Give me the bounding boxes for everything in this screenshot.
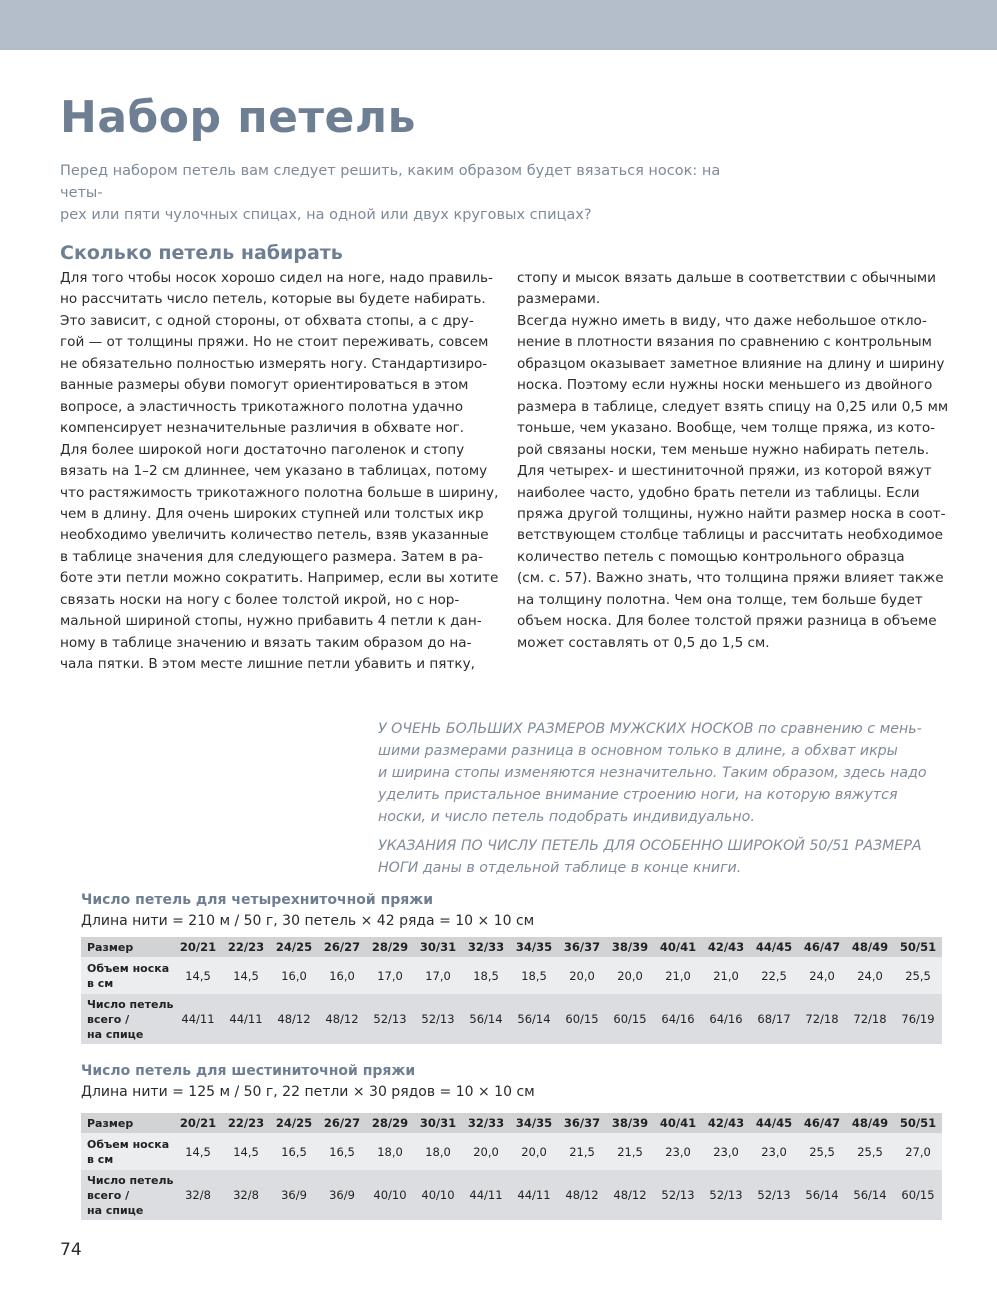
table-cell: 60/15 bbox=[565, 1012, 599, 1026]
table-cell: 48/12 bbox=[277, 1012, 311, 1026]
table-cell: 21,0 bbox=[713, 968, 739, 983]
table-cell: 16,0 bbox=[329, 968, 355, 983]
table-cell: 20,0 bbox=[569, 968, 595, 983]
body-text-line: вязать на 1–2 см длиннее, чем указано в таблицах, потому bbox=[60, 463, 488, 480]
row-label-line: Число петель bbox=[87, 997, 174, 1011]
table-cell: 27,0 bbox=[905, 1144, 931, 1159]
table-cell: 25,5 bbox=[905, 968, 931, 983]
table-cell: 18,0 bbox=[425, 1144, 451, 1159]
size-header-cell: 40/41 bbox=[659, 1116, 697, 1130]
table-cell: 52/13 bbox=[757, 1188, 791, 1202]
row-label bbox=[81, 1170, 174, 1220]
row-label-line: Объем носка bbox=[87, 1137, 170, 1151]
table-cell: 21,5 bbox=[569, 1144, 595, 1159]
note-wide-size bbox=[378, 835, 938, 879]
row-label-line: всего / bbox=[87, 1188, 130, 1202]
body-text-line: размерами. bbox=[517, 291, 601, 308]
table-cell: 48/12 bbox=[613, 1188, 647, 1202]
row-label-line: всего / bbox=[87, 1012, 130, 1026]
size-header-cell: 46/47 bbox=[803, 1116, 841, 1130]
size-header-cell: 42/43 bbox=[707, 940, 745, 954]
table-cell: 17,0 bbox=[377, 968, 403, 983]
size-header-cell: 38/39 bbox=[611, 940, 649, 954]
page-title: Набор петель bbox=[60, 92, 416, 143]
body-text-line: (см. с. 57). Важно знать, что толщина пряжи влияет также bbox=[517, 570, 944, 587]
table-cell: 44/11 bbox=[181, 1012, 215, 1026]
table-cell: 25,5 bbox=[857, 1144, 883, 1159]
size-header-cell: 48/49 bbox=[851, 940, 889, 954]
row-label-line: в см bbox=[87, 1152, 114, 1166]
row-label-line: на спице bbox=[87, 1203, 144, 1217]
size-header-cell: 36/37 bbox=[563, 940, 601, 954]
table-cell: 18,5 bbox=[473, 968, 499, 983]
size-header-cell: 44/45 bbox=[755, 940, 793, 954]
table-cell: 24,0 bbox=[857, 968, 883, 983]
body-text-line: Всегда нужно иметь в виду, что даже небольшое откло- bbox=[517, 312, 927, 329]
table-cell: 16,0 bbox=[281, 968, 307, 983]
size-header-cell: 20/21 bbox=[179, 1116, 217, 1130]
body-text-line: в таблице значения для следующего размера. Затем в ра- bbox=[60, 548, 483, 565]
table-cell: 56/14 bbox=[469, 1012, 503, 1026]
size-header-cell: 32/33 bbox=[467, 1116, 505, 1130]
table-cell: 14,5 bbox=[233, 1144, 259, 1159]
table-cell: 36/9 bbox=[329, 1188, 355, 1202]
body-text-line: рой связаны носки, тем меньше нужно набирать петель. bbox=[517, 441, 930, 458]
size-header-cell: 42/43 bbox=[707, 1116, 745, 1130]
body-text-line: стопу и мысок вязать дальше в соответствии с обычными bbox=[517, 270, 936, 286]
table-cell: 22,5 bbox=[761, 968, 787, 983]
size-header-cell: 24/25 bbox=[275, 940, 313, 954]
table-cell: 16,5 bbox=[281, 1144, 307, 1159]
header-label: Размер bbox=[87, 940, 134, 954]
stitch-table-4ply bbox=[81, 937, 942, 1044]
size-header-cell: 30/31 bbox=[419, 940, 457, 954]
row-label bbox=[81, 957, 174, 994]
table-cell: 48/12 bbox=[565, 1188, 599, 1202]
table-cell: 20,0 bbox=[617, 968, 643, 983]
table-cell: 20,0 bbox=[473, 1144, 499, 1159]
row-label bbox=[81, 994, 174, 1044]
table-cell: 40/10 bbox=[373, 1188, 407, 1202]
intro-paragraph bbox=[60, 160, 760, 226]
body-text-line: наиболее часто, удобно брать петели из таблицы. Если bbox=[517, 484, 920, 501]
size-header-cell: 50/51 bbox=[899, 1116, 937, 1130]
body-text-line: Для того чтобы носок хорошо сидел на ноге, надо правиль- bbox=[60, 270, 493, 286]
table-cell: 52/13 bbox=[373, 1012, 407, 1026]
table-cell: 64/16 bbox=[709, 1012, 743, 1026]
body-text-line: на толщину полотна. Чем она толще, тем больше будет bbox=[517, 591, 923, 608]
table-cell: 60/15 bbox=[613, 1012, 647, 1026]
body-text-line: пряжа другой толщины, нужно найти размер носка в соот- bbox=[517, 505, 946, 522]
page-number: 74 bbox=[60, 1240, 82, 1260]
size-header-cell: 32/33 bbox=[467, 940, 505, 954]
body-text-line: Для четырех- и шестиниточной пряжи, из которой вяжут bbox=[517, 463, 932, 480]
body-text-line: ветствующем столбце таблицы и рассчитать необходимое bbox=[517, 527, 944, 544]
body-text-line: компенсирует незначительные различия в обхвате ног. bbox=[60, 420, 465, 437]
table-cell: 23,0 bbox=[761, 1144, 787, 1159]
body-text-line: необходимо увеличить количество петель, взяв указанные bbox=[60, 527, 489, 544]
table-cell: 20,0 bbox=[521, 1144, 547, 1159]
body-text-line: Для более широкой ноги достаточно паголенок и стопу bbox=[60, 441, 465, 458]
table-cell: 23,0 bbox=[713, 1144, 739, 1159]
size-header-cell: 36/37 bbox=[563, 1116, 601, 1130]
table-cell: 56/14 bbox=[517, 1012, 551, 1026]
body-text-line: вопросе, а эластичность трикотажного полотна удачно bbox=[60, 398, 464, 415]
body-text-line: но рассчитать число петель, которые вы будете набирать. bbox=[60, 291, 486, 308]
note-line: шими размерами разница в основном только в длине, а обхват икры bbox=[378, 743, 898, 759]
table-caption-4ply: Число петель для четырехниточной пряжи bbox=[81, 892, 434, 908]
stitch-table-6ply bbox=[81, 1113, 942, 1220]
size-header-cell: 50/51 bbox=[899, 940, 937, 954]
body-text-line: образцом оказывает заметное влияние на длину и ширину bbox=[517, 355, 945, 372]
body-column-right bbox=[517, 268, 947, 654]
size-header-cell: 20/21 bbox=[179, 940, 217, 954]
table-cell: 14,5 bbox=[185, 1144, 211, 1159]
body-text-line: ному в таблице значению и вязать таким образом до на- bbox=[60, 634, 472, 651]
table-cell: 64/16 bbox=[661, 1012, 695, 1026]
table-cell: 52/13 bbox=[709, 1188, 743, 1202]
body-text-line: боте эти петли можно сократить. Например, если вы хотите bbox=[60, 570, 499, 587]
size-header-cell: 22/23 bbox=[227, 1116, 265, 1130]
table-cell: 25,5 bbox=[809, 1144, 835, 1159]
header-label: Размер bbox=[87, 1116, 134, 1130]
table-cell: 76/19 bbox=[901, 1012, 935, 1026]
size-header-cell: 38/39 bbox=[611, 1116, 649, 1130]
body-text-line: не обязательно полностью измерять ногу. Стандартизиро- bbox=[60, 355, 488, 372]
table-cell: 18,0 bbox=[377, 1144, 403, 1159]
table-caption-6ply: Число петель для шестиниточной пряжи bbox=[81, 1063, 416, 1079]
table-cell: 44/11 bbox=[229, 1012, 263, 1026]
table-cell: 48/12 bbox=[325, 1012, 359, 1026]
body-text-line: гой — от толщины пряжи. Но не стоит переживать, совсем bbox=[60, 334, 489, 351]
table-cell: 18,5 bbox=[521, 968, 547, 983]
size-header-cell: 44/45 bbox=[755, 1116, 793, 1130]
sock-volume-row bbox=[81, 1133, 942, 1170]
table-cell: 32/8 bbox=[185, 1188, 211, 1202]
stitch-count-row bbox=[81, 994, 942, 1044]
row-label-line: на спице bbox=[87, 1027, 144, 1041]
body-text-line: что растяжимость трикотажного полотна больше в ширину, bbox=[60, 484, 499, 501]
table-header-row bbox=[81, 937, 942, 957]
table-cell: 24,0 bbox=[809, 968, 835, 983]
note-large-sizes bbox=[378, 718, 938, 828]
row-label-line: Число петель bbox=[87, 1173, 174, 1187]
table-gauge-6ply: Длина нити = 125 м / 50 г, 22 петли × 30 рядов = 10 × 10 см bbox=[81, 1084, 535, 1100]
size-header-cell: 40/41 bbox=[659, 940, 697, 954]
top-color-band bbox=[0, 0, 997, 50]
size-header-cell: 30/31 bbox=[419, 1116, 457, 1130]
body-text-line: чала пятки. В этом месте лишние петли убавить и пятку, bbox=[60, 656, 475, 673]
table-cell: 68/17 bbox=[757, 1012, 791, 1026]
body-text-line: объем носка. Для более толстой пряжи разница в объеме bbox=[517, 613, 937, 630]
body-text-line: количество петель с помощью контрольного образца bbox=[517, 548, 905, 565]
table-cell: 23,0 bbox=[665, 1144, 691, 1159]
table-cell: 52/13 bbox=[661, 1188, 695, 1202]
table-cell: 56/14 bbox=[805, 1188, 839, 1202]
note-line: носки, и число петель подобрать индивидуально. bbox=[378, 809, 755, 825]
size-header-cell: 28/29 bbox=[371, 1116, 409, 1130]
note-line: УКАЗАНИЯ ПО ЧИСЛУ ПЕТЕЛЬ ДЛЯ ОСОБЕННО ШИРОКОЙ 50/51 РАЗМЕРА bbox=[378, 838, 922, 854]
table-cell: 32/8 bbox=[233, 1188, 259, 1202]
table-cell: 17,0 bbox=[425, 968, 451, 983]
note-line: НОГИ даны в отдельной таблице в конце книги. bbox=[378, 860, 742, 876]
table-cell: 36/9 bbox=[281, 1188, 307, 1202]
table-cell: 14,5 bbox=[185, 968, 211, 983]
body-column-left bbox=[60, 268, 499, 676]
body-text-line: Это зависит, с одной стороны, от обхвата стопы, а с дру- bbox=[60, 312, 474, 329]
table-cell: 52/13 bbox=[421, 1012, 455, 1026]
row-label-line: Объем носка bbox=[87, 961, 170, 975]
body-text-line: мальной шириной стопы, нужно прибавить 4 петли к дан- bbox=[60, 613, 482, 630]
body-text-line: носка. Поэтому если нужны носки меньшего из двойного bbox=[517, 377, 933, 394]
table-cell: 72/18 bbox=[853, 1012, 887, 1026]
note-line: и ширина стопы изменяются незначительно. Таким образом, здесь надо bbox=[378, 765, 927, 781]
size-header-cell: 48/49 bbox=[851, 1116, 889, 1130]
intro-line: Перед набором петель вам следует решить, каким образом будет вязаться носок: на четы- bbox=[60, 163, 721, 201]
note-line: уделить пристальное внимание строению ноги, на которую вяжутся bbox=[378, 787, 898, 803]
table-cell: 44/11 bbox=[517, 1188, 551, 1202]
table-cell: 60/15 bbox=[901, 1188, 935, 1202]
sock-volume-row bbox=[81, 957, 942, 994]
size-header-cell: 34/35 bbox=[515, 1116, 553, 1130]
table-cell: 21,0 bbox=[665, 968, 691, 983]
table-header-row bbox=[81, 1113, 942, 1133]
size-header-cell: 26/27 bbox=[323, 1116, 361, 1130]
body-text-line: размера в таблице, следует взять спицу на 0,25 или 0,5 мм bbox=[517, 398, 949, 415]
size-header-cell: 28/29 bbox=[371, 940, 409, 954]
body-text-line: нение в плотности вязания по сравнению с контрольным bbox=[517, 334, 932, 351]
table-gauge-4ply: Длина нити = 210 м / 50 г, 30 петель × 42 ряда = 10 × 10 см bbox=[81, 913, 535, 929]
size-header-cell: 24/25 bbox=[275, 1116, 313, 1130]
size-header-cell: 22/23 bbox=[227, 940, 265, 954]
stitch-count-row bbox=[81, 1170, 942, 1220]
size-header-cell: 34/35 bbox=[515, 940, 553, 954]
row-label-line: в см bbox=[87, 976, 114, 990]
table-cell: 44/11 bbox=[469, 1188, 503, 1202]
size-header-cell: 46/47 bbox=[803, 940, 841, 954]
table-cell: 14,5 bbox=[233, 968, 259, 983]
table-cell: 56/14 bbox=[853, 1188, 887, 1202]
body-text-line: ванные размеры обуви помогут ориентироваться в этом bbox=[60, 377, 469, 394]
table-cell: 72/18 bbox=[805, 1012, 839, 1026]
note-line: У ОЧЕНЬ БОЛЬШИХ РАЗМЕРОВ МУЖСКИХ НОСКОВ по сравнению с мень- bbox=[378, 721, 922, 737]
size-header-cell: 26/27 bbox=[323, 940, 361, 954]
body-text-line: связать носки на ногу с более толстой икрой, но с нор- bbox=[60, 591, 460, 608]
section-heading: Сколько петель набирать bbox=[60, 242, 343, 264]
body-text-line: может составлять от 0,5 до 1,5 см. bbox=[517, 634, 770, 651]
body-text-line: тоньше, чем указано. Вообще, чем толще пряжа, из кото- bbox=[517, 420, 936, 437]
table-cell: 40/10 bbox=[421, 1188, 455, 1202]
body-text-line: чем в длину. Для очень широких ступней или толстых икр bbox=[60, 505, 484, 522]
row-label bbox=[81, 1133, 174, 1170]
intro-line: рех или пяти чулочных спицах, на одной или двух круговых спицах? bbox=[60, 207, 592, 223]
table-cell: 21,5 bbox=[617, 1144, 643, 1159]
table-cell: 16,5 bbox=[329, 1144, 355, 1159]
